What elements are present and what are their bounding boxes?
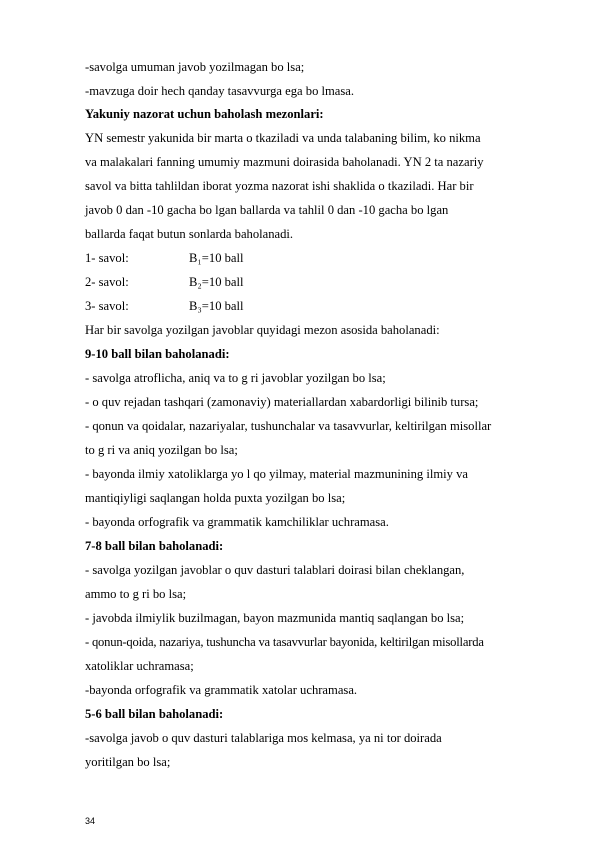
text-line: -mavzuga doir hech qanday tasavvurga ega bo lmasa. [85,84,355,98]
text-line: - savolga yozilgan javoblar o quv dasturi talablari doirasi bilan cheklangan, [85,563,465,577]
text-line: - qonun-qoida, nazariya, tushuncha va tasavvurlar bayonida, keltirilgan misollarda [85,635,484,649]
text-line: xatoliklar uchramasa; [85,659,194,673]
text-line: - bayonda orfografik va grammatik kamchiliklar uchramasa. [85,515,389,529]
text-line: - bayonda ilmiy xatoliklarga yo l qo yilmay, material mazmunining ilmiy va [85,467,468,481]
text-line: ammo to g ri bo lsa; [85,587,187,601]
score-row [85,250,244,266]
section-heading: 9-10 ball bilan baholanadi: [85,347,230,361]
text-line: javob 0 dan -10 gacha bo lgan ballarda va tahlil 0 dan -10 gacha bo lgan [85,203,449,217]
score-label: 3- savol: [85,299,129,313]
score-row [85,298,244,314]
text-line: mantiqiyligi saqlangan holda puxta yozilgan bo lsa; [85,491,346,505]
text-line: to g ri va aniq yozilgan bo lsa; [85,443,238,457]
score-label: 2- savol: [85,275,129,289]
score-value: B₃=10 ball [189,299,244,313]
score-label: 1- savol: [85,251,129,265]
text-line: savol va bitta tahlildan iborat yozma nazorat ishi shaklida o tkaziladi. Har bir [85,179,474,193]
text-line: yoritilgan bo lsa; [85,755,171,769]
text-line: va malakalari fanning umumiy mazmuni doirasida baholanadi. YN 2 ta nazariy [85,155,484,169]
text-line: Har bir savolga yozilgan javoblar quyidagi mezon asosida baholanadi: [85,323,440,337]
text-line: -savolga umuman javob yozilmagan bo lsa; [85,60,305,74]
text-line: - savolga atroflicha, aniq va to g ri javoblar yozilgan bo lsa; [85,371,386,385]
section-heading: Yakuniy nazorat uchun baholash mezonlari: [85,107,324,121]
score-value: B₁=10 ball [189,251,244,265]
section-heading: 5-6 ball bilan baholanadi: [85,707,224,721]
section-heading: 7-8 ball bilan baholanadi: [85,539,224,553]
text-line: ballarda faqat butun sonlarda baholanadi. [85,227,294,241]
page-number: 34 [85,816,96,826]
text-line: - qonun va qoidalar, nazariyalar, tushunchalar va tasavvurlar, keltirilgan misollar [85,419,492,433]
text-line: -bayonda orfografik va grammatik xatolar uchramasa. [85,683,358,697]
text-line: YN semestr yakunida bir marta o tkaziladi va unda talabaning bilim, ko nikma [85,131,481,145]
text-line: - javobda ilmiylik buzilmagan, bayon mazmunida mantiq saqlangan bo lsa; [85,611,465,625]
score-value: B₂=10 ball [189,275,244,289]
text-line: - o quv rejadan tashqari (zamonaviy) materiallardan xabardorligi bilinib tursa; [85,395,479,409]
score-row [85,274,244,290]
text-line: -savolga javob o quv dasturi talablariga mos kelmasa, ya ni tor doirada [85,731,442,745]
